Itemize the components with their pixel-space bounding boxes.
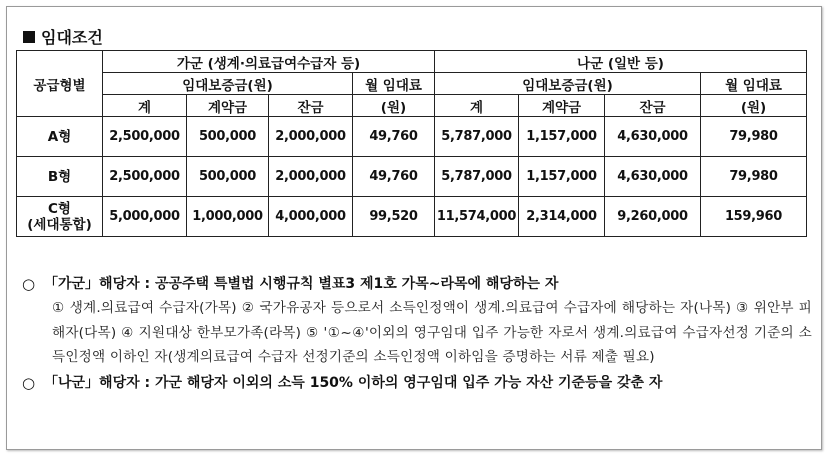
note-group-a-detail: ① 생계.의료급여 수급자(가목) ② 국가유공자 등으로서 소득인정액이 생계.의료급여 수급자에 해당하는 자(나목) ③ 위안부 피해자(다목) ④ 지원대상 한부모가족(라목) ⑤ '①~④'이외의 영구임대 입주 가능한 자로서 생계.의료급여 수급자선정 기준의 소득인정액 이하인 자(생계의료급여 수급자 선정기준의 소득인정액 이하임을 증명하는 서류 제출 필요) (52, 300, 812, 365)
b-rent-cell: 79,980 (701, 157, 807, 197)
b-rent-cell: 79,980 (701, 117, 807, 157)
b-contract-cell: 1,157,000 (519, 157, 605, 197)
square-bullet-icon (23, 31, 35, 43)
row-type-label: A형 (47, 128, 72, 145)
header-b-rent-line2: (원) (701, 95, 807, 117)
a-rent-cell: 49,760 (353, 117, 435, 157)
header-group-a: 가군 (생계·의료급여수급자 등) (103, 51, 435, 73)
row-type-label: B형 (47, 168, 72, 185)
a-contract-cell: 500,000 (187, 157, 269, 197)
a-total-cell: 2,500,000 (103, 157, 187, 197)
b-contract-cell: 1,157,000 (519, 117, 605, 157)
row-type (17, 157, 103, 197)
row-type-sublabel: (세대통합) (27, 216, 92, 233)
b-balance-cell: 9,260,000 (605, 197, 701, 237)
note-group-b-heading (22, 371, 812, 395)
b-total-cell: 5,787,000 (435, 157, 519, 197)
a-balance-cell: 2,000,000 (269, 157, 353, 197)
header-b-contract: 계약금 (519, 95, 605, 117)
note-group-b-title: 「나군」해당자 : 가군 해당자 이외의 소득 150% 이하의 영구임대 입주 가능 자산 기준등을 갖춘 자 (44, 374, 663, 391)
header-group-a-rent-line1: 월 임대료 (353, 73, 435, 95)
row-type (17, 197, 103, 237)
b-contract-cell: 2,314,000 (519, 197, 605, 237)
note-group-a-title: 「가군」해당자 : 공공주택 특별법 시행규칙 별표3 제1호 가목~라목에 해당하는 자 (44, 276, 559, 292)
header-group-b-deposit: 임대보증금(원) (435, 73, 701, 95)
header-a-balance: 잔금 (269, 95, 353, 117)
header-group-a-deposit: 임대보증금(원) (103, 73, 353, 95)
header-group-b-rent-line1: 월 임대료 (701, 73, 807, 95)
b-total-cell: 11,574,000 (435, 197, 519, 237)
row-type (17, 117, 103, 157)
rental-conditions-table (16, 50, 807, 237)
section-title-text: 임대조건 (41, 28, 103, 47)
header-a-contract: 계약금 (187, 95, 269, 117)
header-group-b: 나군 (일반 등) (435, 51, 807, 73)
section-title (23, 25, 103, 48)
note-group-a-heading (22, 272, 812, 296)
header-b-balance: 잔금 (605, 95, 701, 117)
a-total-cell: 5,000,000 (103, 197, 187, 237)
header-a-total: 계 (103, 95, 187, 117)
a-contract-cell: 1,000,000 (187, 197, 269, 237)
a-balance-cell: 4,000,000 (269, 197, 353, 237)
circle-bullet-icon: ○ (22, 275, 36, 293)
row-type-label: C형 (48, 200, 71, 217)
a-rent-cell: 49,760 (353, 157, 435, 197)
b-balance-cell: 4,630,000 (605, 157, 701, 197)
a-balance-cell: 2,000,000 (269, 117, 353, 157)
table-row (17, 117, 807, 157)
header-supply-type: 공급형별 (17, 51, 103, 117)
circle-bullet-icon: ○ (22, 373, 36, 392)
a-contract-cell: 500,000 (187, 117, 269, 157)
eligibility-notes (22, 272, 812, 395)
b-total-cell: 5,787,000 (435, 117, 519, 157)
table-row (17, 197, 807, 237)
header-a-rent-line2: (원) (353, 95, 435, 117)
header-b-total: 계 (435, 95, 519, 117)
table-row (17, 157, 807, 197)
b-balance-cell: 4,630,000 (605, 117, 701, 157)
a-total-cell: 2,500,000 (103, 117, 187, 157)
b-rent-cell: 159,960 (701, 197, 807, 237)
a-rent-cell: 99,520 (353, 197, 435, 237)
